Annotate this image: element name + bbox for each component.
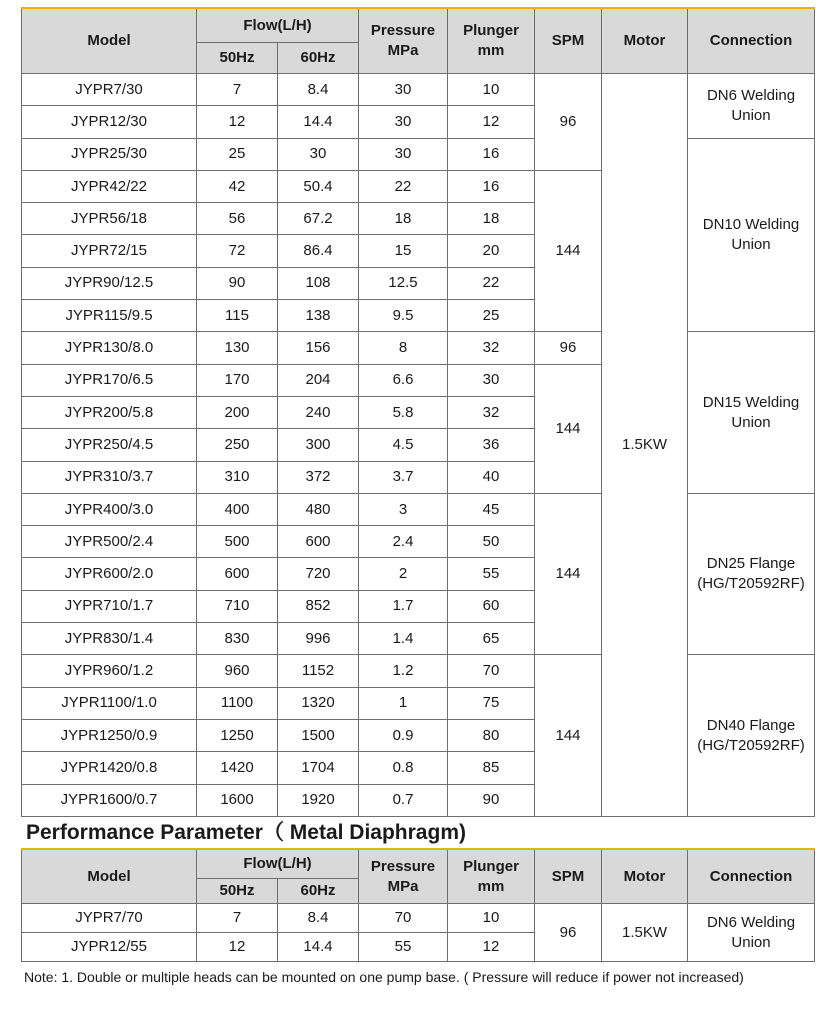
cell-flow-50hz: 1250 [197,719,278,751]
cell-model: JYPR12/55 [22,933,197,962]
cell-model: JYPR12/30 [22,106,197,138]
header-connection: Connection [688,849,815,904]
table-row [22,904,815,933]
cell-model: JYPR830/1.4 [22,623,197,655]
cell-pressure: 18 [359,203,448,235]
cell-flow-50hz: 310 [197,461,278,493]
performance-table-metal-diaphragm [21,848,815,962]
header-plunger: Plunger mm [448,849,535,904]
cell-model: JYPR1250/0.9 [22,719,197,751]
cell-plunger: 36 [448,429,535,461]
cell-plunger: 32 [448,396,535,428]
cell-plunger: 20 [448,235,535,267]
cell-flow-50hz: 56 [197,203,278,235]
footnote: Note: 1. Double or multiple heads can be mounted on one pump base. ( Pressure will reduce if power not increased) [24,969,744,985]
header-model: Model [22,849,197,904]
table-row [22,74,815,106]
cell-plunger: 45 [448,493,535,525]
header-flow: Flow(L/H) [197,849,359,879]
cell-pressure: 30 [359,74,448,106]
cell-flow-60hz: 852 [278,590,359,622]
cell-plunger: 50 [448,526,535,558]
cell-pressure: 12.5 [359,267,448,299]
cell-flow-60hz: 30 [278,138,359,170]
cell-flow-50hz: 12 [197,106,278,138]
cell-spm: 144 [535,170,602,331]
cell-flow-50hz: 250 [197,429,278,461]
cell-flow-50hz: 710 [197,590,278,622]
cell-pressure: 5.8 [359,396,448,428]
cell-spm: 144 [535,655,602,816]
cell-model: JYPR710/1.7 [22,590,197,622]
cell-flow-50hz: 25 [197,138,278,170]
cell-flow-60hz: 50.4 [278,170,359,202]
cell-model: JYPR1420/0.8 [22,752,197,784]
cell-flow-50hz: 600 [197,558,278,590]
header-60hz: 60Hz [278,879,359,904]
performance-table-plastic [21,7,815,817]
cell-pressure: 15 [359,235,448,267]
cell-pressure: 6.6 [359,364,448,396]
cell-spm: 96 [535,904,602,962]
cell-model: JYPR72/15 [22,235,197,267]
cell-flow-50hz: 7 [197,74,278,106]
cell-model: JYPR130/8.0 [22,332,197,364]
cell-flow-60hz: 1152 [278,655,359,687]
cell-motor: 1.5KW [602,74,688,817]
cell-plunger: 10 [448,74,535,106]
cell-pressure: 3.7 [359,461,448,493]
cell-pressure: 9.5 [359,300,448,332]
table-row [22,138,815,170]
cell-connection: DN25 Flange (HG/T20592RF) [688,493,815,654]
cell-flow-60hz: 138 [278,300,359,332]
cell-flow-60hz: 1920 [278,784,359,816]
cell-plunger: 70 [448,655,535,687]
header-motor: Motor [602,849,688,904]
cell-spm: 144 [535,493,602,654]
cell-flow-50hz: 400 [197,493,278,525]
cell-pressure: 1.4 [359,623,448,655]
cell-spm: 96 [535,332,602,364]
cell-connection: DN15 Welding Union [688,332,815,493]
cell-model: JYPR1100/1.0 [22,687,197,719]
cell-plunger: 80 [448,719,535,751]
cell-flow-60hz: 8.4 [278,904,359,933]
cell-model: JYPR42/22 [22,170,197,202]
cell-pressure: 3 [359,493,448,525]
cell-pressure: 70 [359,904,448,933]
cell-flow-60hz: 240 [278,396,359,428]
cell-flow-50hz: 500 [197,526,278,558]
cell-motor: 1.5KW [602,904,688,962]
cell-flow-50hz: 72 [197,235,278,267]
header-connection: Connection [688,8,815,74]
cell-plunger: 60 [448,590,535,622]
header-pressure: Pressure MPa [359,8,448,74]
cell-model: JYPR1600/0.7 [22,784,197,816]
cell-flow-50hz: 200 [197,396,278,428]
cell-flow-60hz: 156 [278,332,359,364]
cell-flow-60hz: 600 [278,526,359,558]
cell-plunger: 30 [448,364,535,396]
cell-model: JYPR500/2.4 [22,526,197,558]
cell-flow-50hz: 130 [197,332,278,364]
cell-plunger: 22 [448,267,535,299]
cell-flow-60hz: 1320 [278,687,359,719]
cell-model: JYPR115/9.5 [22,300,197,332]
header-50hz: 50Hz [197,43,278,74]
cell-flow-50hz: 960 [197,655,278,687]
cell-pressure: 55 [359,933,448,962]
cell-pressure: 30 [359,138,448,170]
cell-plunger: 16 [448,138,535,170]
cell-plunger: 55 [448,558,535,590]
cell-model: JYPR600/2.0 [22,558,197,590]
cell-flow-50hz: 115 [197,300,278,332]
header-plunger: Plunger mm [448,8,535,74]
table-row [22,332,815,364]
cell-pressure: 2 [359,558,448,590]
table-row [22,655,815,687]
cell-model: JYPR170/6.5 [22,364,197,396]
cell-pressure: 0.8 [359,752,448,784]
cell-plunger: 25 [448,300,535,332]
cell-pressure: 30 [359,106,448,138]
cell-connection: DN6 Welding Union [688,904,815,962]
cell-model: JYPR250/4.5 [22,429,197,461]
cell-flow-60hz: 108 [278,267,359,299]
cell-flow-60hz: 480 [278,493,359,525]
cell-model: JYPR56/18 [22,203,197,235]
header-50hz: 50Hz [197,879,278,904]
cell-flow-60hz: 1704 [278,752,359,784]
cell-pressure: 8 [359,332,448,364]
cell-plunger: 75 [448,687,535,719]
cell-plunger: 65 [448,623,535,655]
cell-connection: DN6 Welding Union [688,74,815,139]
cell-spm: 144 [535,364,602,493]
cell-flow-50hz: 42 [197,170,278,202]
cell-flow-50hz: 830 [197,623,278,655]
cell-spm: 96 [535,74,602,171]
cell-flow-60hz: 1500 [278,719,359,751]
cell-flow-50hz: 7 [197,904,278,933]
cell-flow-50hz: 1600 [197,784,278,816]
cell-plunger: 12 [448,933,535,962]
cell-pressure: 1 [359,687,448,719]
cell-plunger: 16 [448,170,535,202]
header-pressure: Pressure MPa [359,849,448,904]
cell-flow-60hz: 8.4 [278,74,359,106]
cell-plunger: 10 [448,904,535,933]
cell-pressure: 22 [359,170,448,202]
table-row [22,493,815,525]
cell-flow-60hz: 86.4 [278,235,359,267]
cell-flow-50hz: 90 [197,267,278,299]
cell-model: JYPR90/12.5 [22,267,197,299]
cell-plunger: 18 [448,203,535,235]
cell-flow-60hz: 67.2 [278,203,359,235]
cell-flow-60hz: 300 [278,429,359,461]
header-spm: SPM [535,849,602,904]
cell-model: JYPR25/30 [22,138,197,170]
header-spm: SPM [535,8,602,74]
cell-pressure: 1.7 [359,590,448,622]
cell-pressure: 1.2 [359,655,448,687]
cell-pressure: 4.5 [359,429,448,461]
cell-flow-60hz: 372 [278,461,359,493]
cell-model: JYPR310/3.7 [22,461,197,493]
cell-connection: DN40 Flange (HG/T20592RF) [688,655,815,816]
cell-pressure: 2.4 [359,526,448,558]
cell-flow-50hz: 12 [197,933,278,962]
cell-plunger: 90 [448,784,535,816]
cell-model: JYPR400/3.0 [22,493,197,525]
cell-model: JYPR7/30 [22,74,197,106]
cell-model: JYPR200/5.8 [22,396,197,428]
section-title: Performance Parameter（ Metal Diaphragm) [26,821,466,844]
cell-flow-50hz: 170 [197,364,278,396]
cell-connection: DN10 Welding Union [688,138,815,332]
cell-pressure: 0.9 [359,719,448,751]
cell-model: JYPR960/1.2 [22,655,197,687]
cell-flow-60hz: 204 [278,364,359,396]
header-model: Model [22,8,197,74]
cell-flow-60hz: 14.4 [278,106,359,138]
cell-plunger: 32 [448,332,535,364]
cell-flow-60hz: 996 [278,623,359,655]
header-60hz: 60Hz [278,43,359,74]
header-motor: Motor [602,8,688,74]
cell-model: JYPR7/70 [22,904,197,933]
cell-plunger: 85 [448,752,535,784]
cell-flow-50hz: 1420 [197,752,278,784]
cell-plunger: 40 [448,461,535,493]
cell-flow-50hz: 1100 [197,687,278,719]
cell-flow-60hz: 720 [278,558,359,590]
cell-pressure: 0.7 [359,784,448,816]
cell-plunger: 12 [448,106,535,138]
cell-flow-60hz: 14.4 [278,933,359,962]
header-flow: Flow(L/H) [197,8,359,43]
